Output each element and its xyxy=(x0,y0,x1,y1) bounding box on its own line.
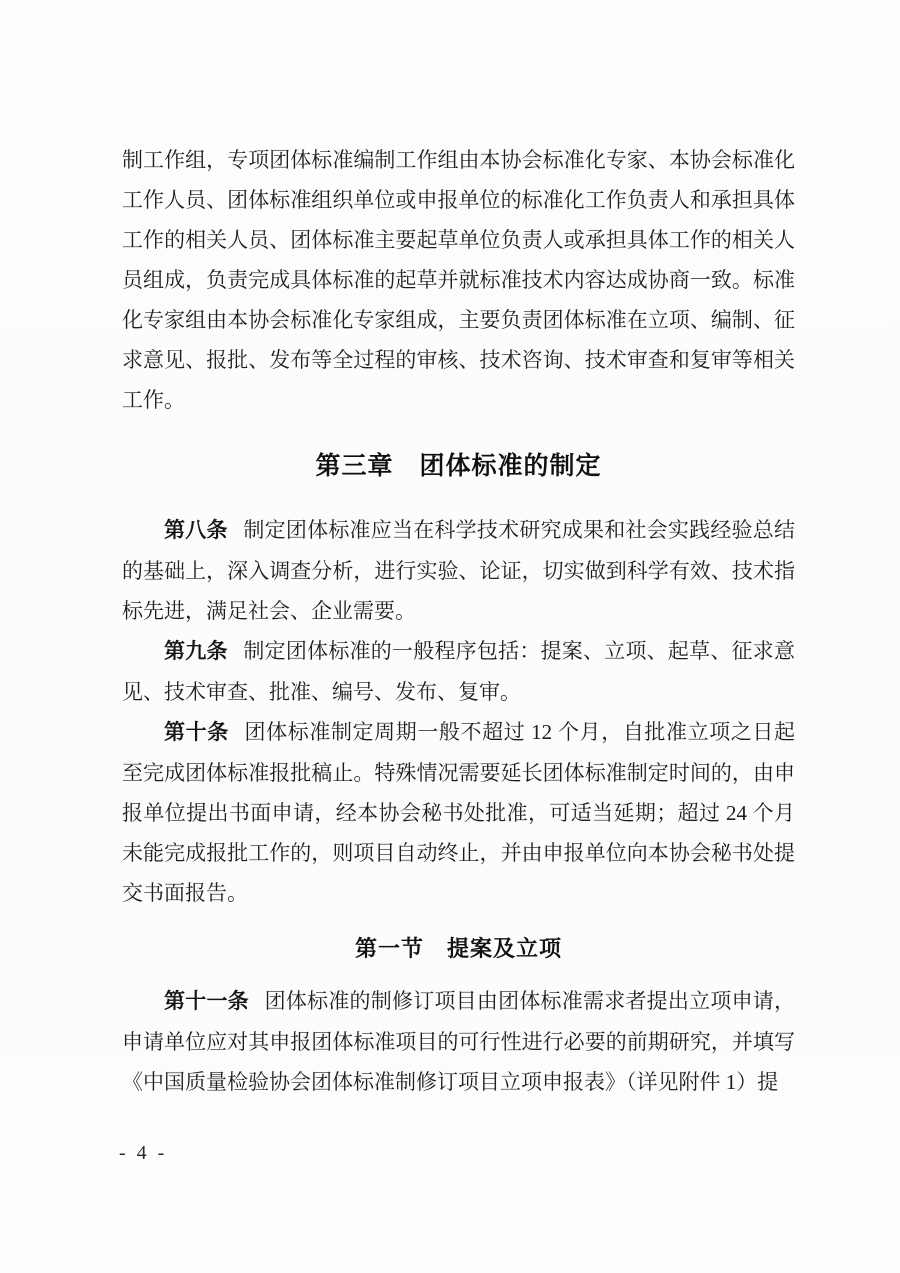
page-number: - 4 - xyxy=(119,1142,168,1164)
chapter-heading: 第三章 团体标准的制定 xyxy=(315,452,602,480)
article-11-paragraph xyxy=(122,981,795,1102)
paragraph-continuation: 制工作组，专项团体标准编制工作组由本协会标准化专家、本协会标准化工作人员、团体标准组织单位或申报单位的标准化工作负责人和承担具体工作的相关人员、团体标准主要起草单位负责人或承担具体工作的相关人员组成，负责完成具体标准的起草并就标准技术内容达成协商一致。标准化专家组由本协会标准化专家组成，主要负责团体标准在立项、编制、征求意见、报批、发布等全过程的审核、技术咨询、技术审查和复审等相关工作。 xyxy=(122,148,795,412)
article-9-number: 第九条 xyxy=(164,640,228,663)
article-10-number: 第十条 xyxy=(164,721,229,744)
article-8-number: 第八条 xyxy=(164,519,228,542)
article-8-text: 制定团体标准应当在科学技术研究成果和社会实践经验总结的基础上，深入调查分析，进行实验、论证，切实做到科学有效、技术指标先进，满足社会、企业需要。 xyxy=(122,518,795,623)
section-heading: 第一节 提案及立项 xyxy=(354,936,562,961)
article-11-text: 团体标准的制修订项目由团体标准需求者提出立项申请，申请单位应对其申报团体标准项目的可行性进行必要的前期研究，并填写《中国质量检验协会团体标准制修订项目立项申报表》（详见附件 1）提 xyxy=(122,989,796,1094)
article-11-number: 第十一条 xyxy=(164,990,249,1013)
article-9-text: 制定团体标准的一般程序包括：提案、立项、起草、征求意见、技术审查、批准、编号、发布、复审。 xyxy=(122,639,795,704)
document-body xyxy=(122,140,795,1102)
article-10-text: 团体标准制定周期一般不超过 12 个月，自批准立项之日起至完成团体标准报批稿止。特殊情况需要延长团体标准制定时间的，由申报单位提出书面申请，经本协会秘书处批准，可适当延期；超过 24 个月未能完成报批工作的，则项目自动终止，并由申报单位向本协会秘书处提交书面报告。 xyxy=(122,720,796,905)
article-9-paragraph xyxy=(122,631,795,712)
article-10-paragraph xyxy=(122,712,795,913)
article-8-paragraph xyxy=(122,510,795,631)
